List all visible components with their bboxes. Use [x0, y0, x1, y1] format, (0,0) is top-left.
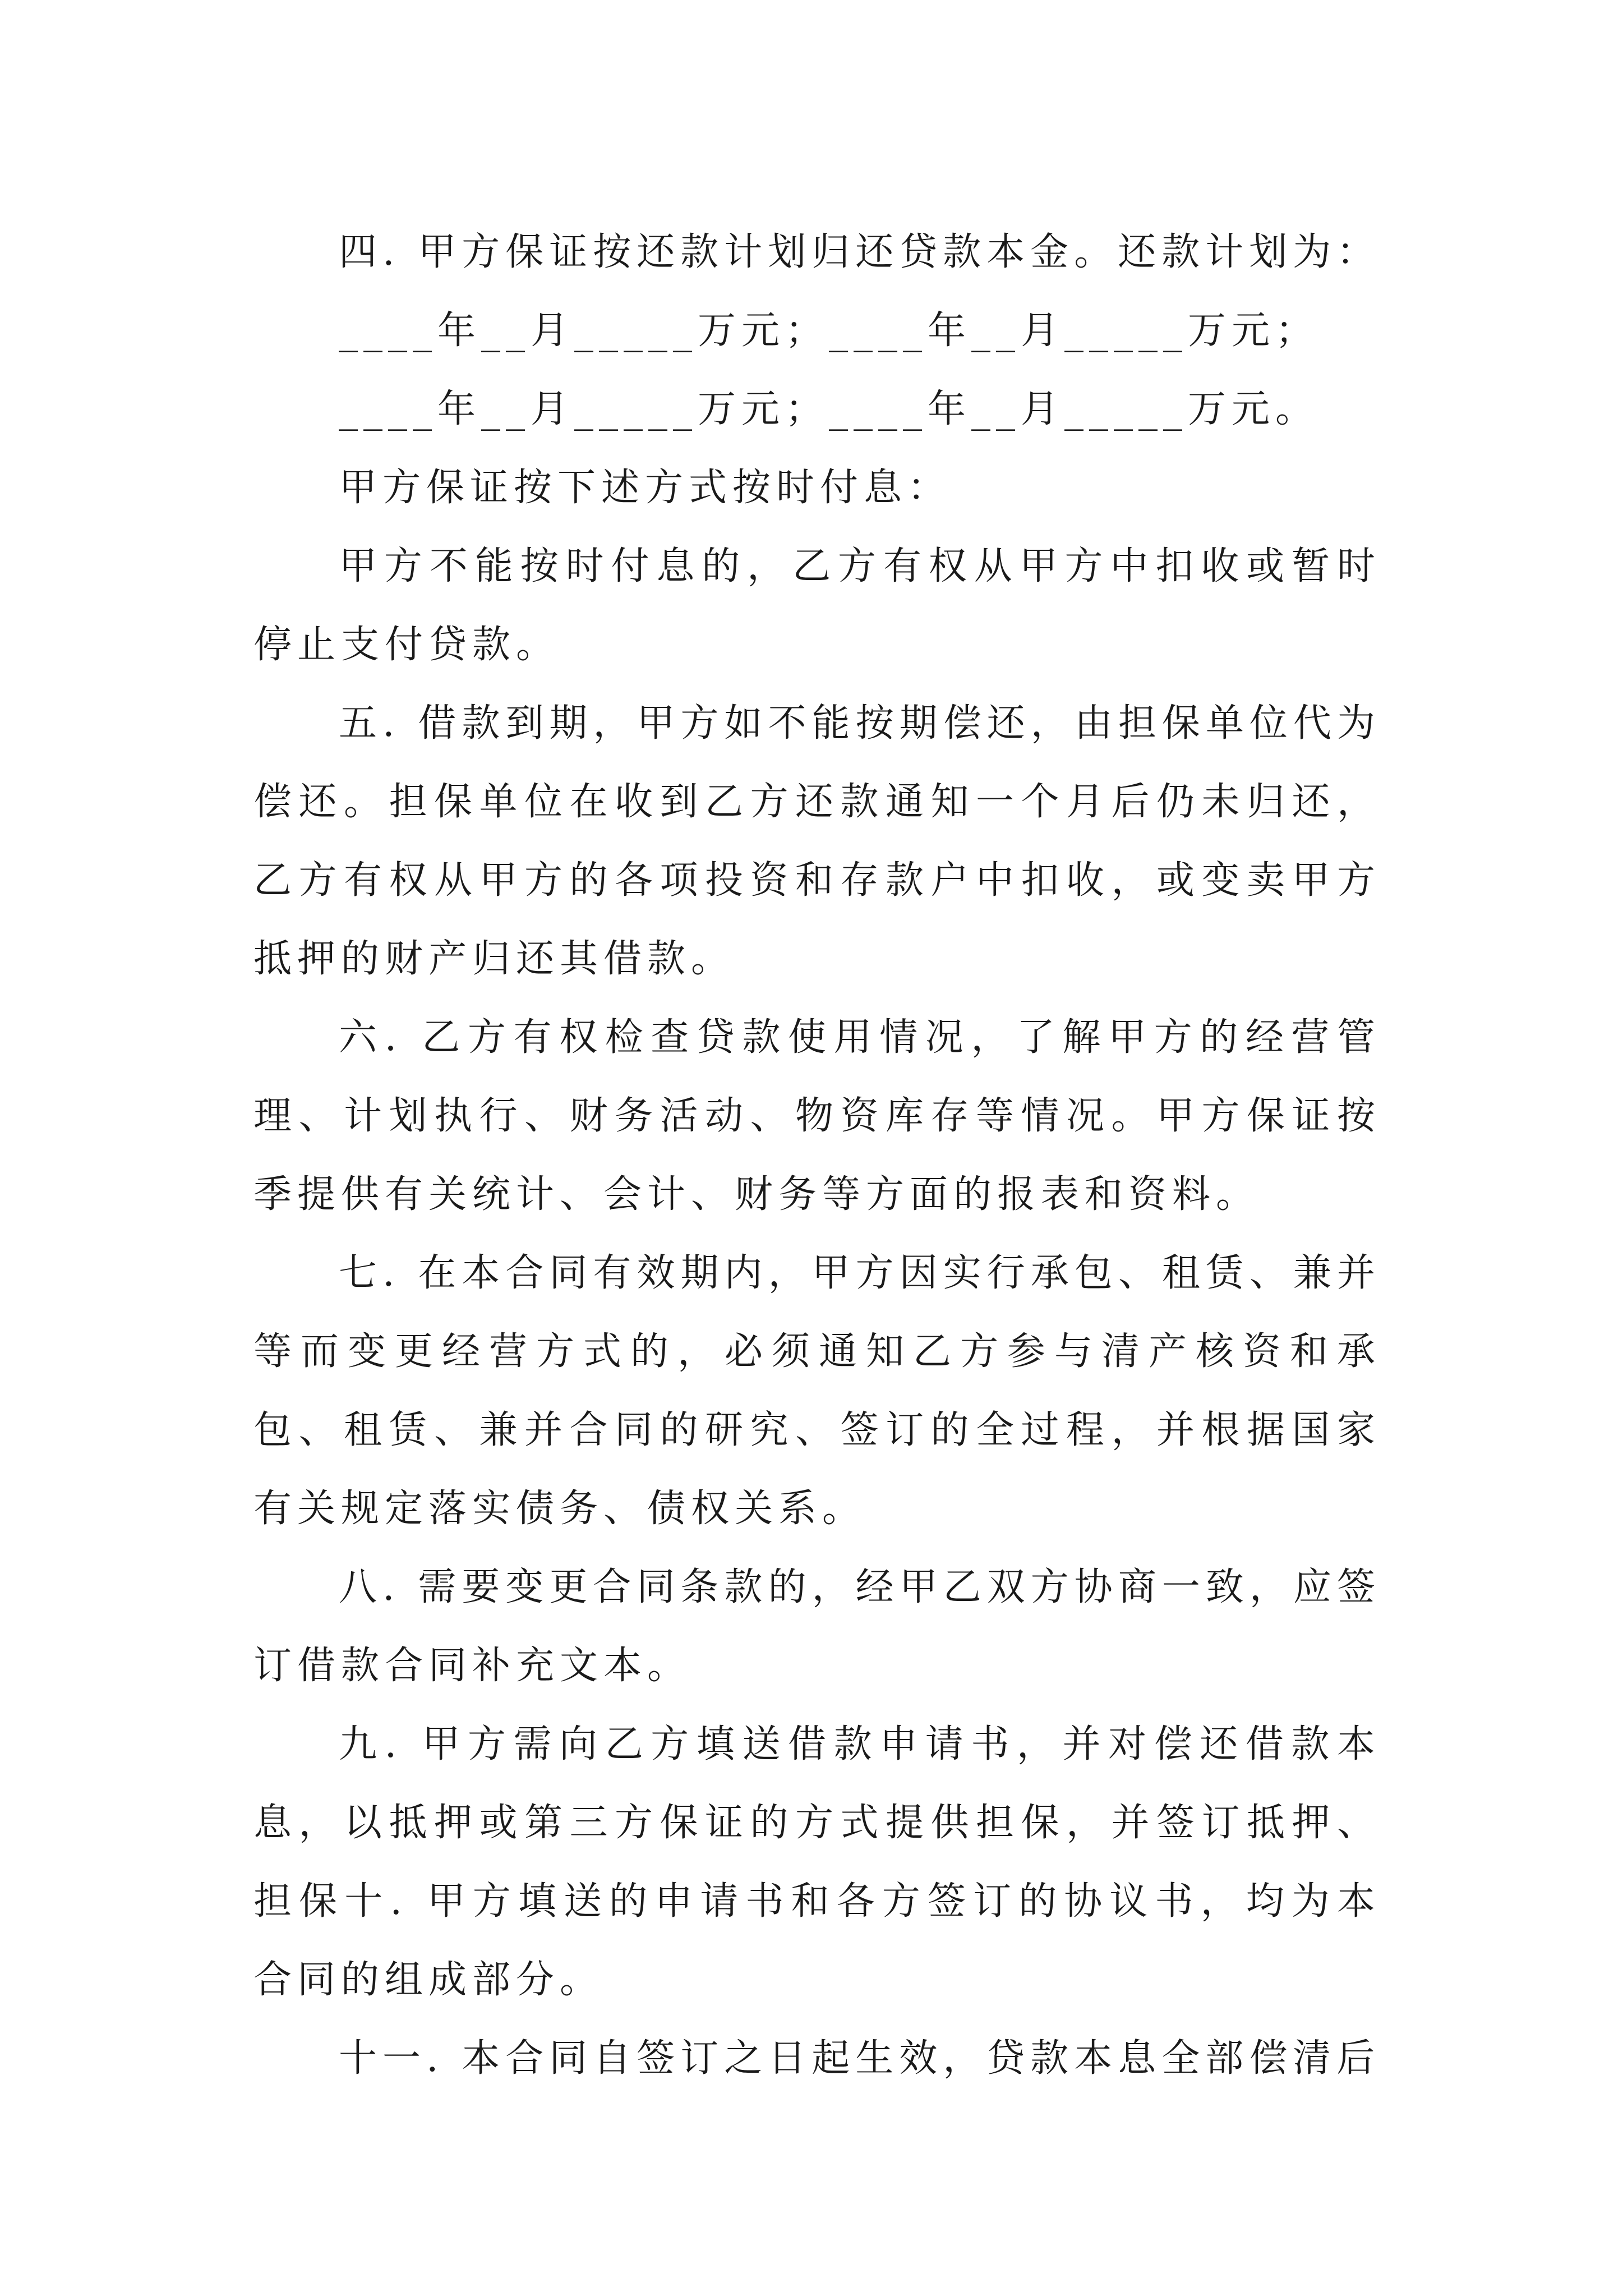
late-interest-clause: 甲方不能按时付息的，乙方有权从甲方中扣收或暂时停止支付贷款。: [253, 544, 1381, 667]
contract-body: [253, 213, 1381, 2098]
interest-payment-method: 甲方保证按下述方式按时付息：: [339, 466, 952, 510]
repayment-schedule-line-1: ____年__月_____万元；____年__月_____万元；: [339, 309, 1320, 353]
clause-11-effective-date: 十一. 本合同自签订之日起生效，贷款本息全部偿清后: [339, 2036, 1381, 2081]
repayment-schedule-line-2: ____年__月_____万元；____年__月_____万元。: [339, 387, 1320, 431]
clause-4-repayment-plan: 四. 甲方保证按还款计划归还贷款本金。还款计划为：: [339, 230, 1381, 274]
clause-5-maturity: 五. 借款到期，甲方如不能按期偿还，由担保单位代为偿还。担保单位在收到乙方还款通知一个月后仍未归还，乙方有权从甲方的各项投资和存款户中扣收，或变卖甲方抵押的财产归还其借款。: [253, 701, 1381, 981]
clause-9-10-application-guarantee: 九. 甲方需向乙方填送借款申请书，并对偿还借款本息，以抵押或第三方保证的方式提供担保，并签订抵押、担保十. 甲方填送的申请书和各方签订的协议书，均为本合同的组成部分。: [253, 1722, 1381, 2002]
clause-8-amendment: 八. 需要变更合同条款的，经甲乙双方协商一致，应签订借款合同补充文本。: [253, 1565, 1381, 1688]
clause-7-business-change: 七. 在本合同有效期内，甲方因实行承包、租赁、兼并等而变更经营方式的，必须通知乙方参与清产核资和承包、租赁、兼并合同的研究、签订的全过程，并根据国家有关规定落实债务、债权关系。: [253, 1251, 1381, 1531]
clause-6-inspection: 六. 乙方有权检查贷款使用情况，了解甲方的经营管理、计划执行、财务活动、物资库存等情况。甲方保证按季提供有关统计、会计、财务等方面的报表和资料。: [253, 1015, 1381, 1217]
